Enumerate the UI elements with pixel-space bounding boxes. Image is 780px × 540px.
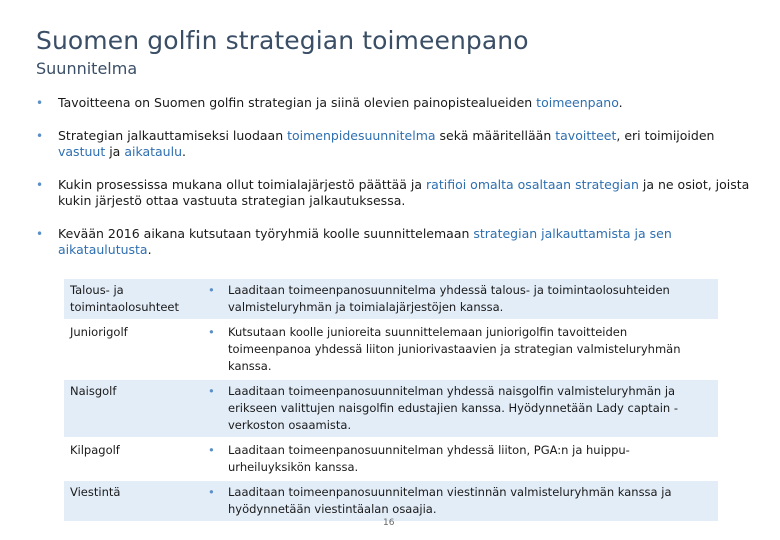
row-text: Laaditaan toimeenpanosuunnitelma yhdessä talous- ja toimintaolosuhteiden valmisteluryhmän ja toimialajärjestöjen kanssa. (222, 279, 718, 319)
table-row (64, 279, 718, 319)
bullet-text: sekä määritellään (435, 128, 556, 143)
bullet-text: ja ne osiot, joista kukin järjestö ottaa vastuuta strategian jalkautuksessa. (58, 177, 750, 208)
bullet-text: , eri toimijoiden (616, 128, 715, 143)
table-row (64, 321, 718, 378)
bullet-text: Kevään 2016 aikana kutsutaan työryhmiä koolle suunnittelemaan (58, 226, 474, 241)
bullet-dot-icon: • (36, 129, 44, 143)
bullet-item (36, 226, 756, 258)
bullet-dot-icon: • (208, 325, 215, 339)
row-text: Laaditaan toimeenpanosuunnitelman yhdessä naisgolfin valmisteluryhmän ja erikseen valittujen naisgolfin edustajien kanssa. Hyödynnetään Lady captain -verkoston osaamista. (222, 380, 718, 437)
bullet-item (36, 95, 756, 111)
bullet-dot-icon: • (204, 279, 222, 319)
highlighted-text: vastuut (58, 144, 106, 159)
highlighted-text: strategian jalkauttamista ja sen aikataulutusta (58, 226, 672, 257)
bullet-text: . (182, 144, 186, 159)
bullet-list (36, 95, 756, 275)
bullet-item (36, 128, 756, 160)
bullet-dot-icon: • (36, 227, 44, 241)
row-name: Talous- ja toimintaolosuhteet (64, 279, 204, 319)
row-name: Juniorigolf (70, 325, 128, 339)
row-name: Naisgolf (64, 380, 204, 437)
bullet-dot-icon: • (204, 380, 222, 437)
highlighted-text: aikataulu (124, 144, 183, 159)
table-row (64, 380, 718, 437)
row-text: Kutsutaan koolle junioreita suunnittelemaan juniorigolfin tavoitteiden toimeenpanoa yhdessä liiton juniorivastaavien ja strategian valmisteluryhmän kanssa. (228, 325, 681, 373)
bullet-dot-icon: • (36, 96, 44, 110)
page-title: Suomen golfin strategian toimeenpano (36, 26, 529, 55)
table-row (64, 439, 718, 479)
row-text: Laaditaan toimeenpanosuunnitelman yhdessä liiton, PGA:n ja huippu-urheiluyksikön kanssa. (228, 443, 630, 474)
highlighted-text: toimenpidesuunnitelma (287, 128, 436, 143)
bullet-text: . (147, 242, 152, 257)
row-text: Laaditaan toimeenpanosuunnitelman viestinnän valmisteluryhmän kanssa ja hyödynnetään viestintäalan osaajia. (222, 481, 718, 521)
highlighted-text: toimeenpano (536, 95, 619, 110)
page-number: 16 (383, 518, 395, 528)
bullet-text: Kukin prosessissa mukana ollut toimialajärjestö päättää ja (58, 177, 427, 192)
bullet-text: ja (105, 144, 125, 159)
plan-table (64, 277, 718, 523)
bullet-dot-icon: • (208, 443, 215, 457)
bullet-text: Strategian jalkauttamiseksi luodaan (58, 128, 288, 143)
bullet-text: Tavoitteena on Suomen golfin strategian ja siinä olevien painopistealueiden (58, 95, 537, 110)
highlighted-text: tavoitteet (555, 128, 617, 143)
page-subtitle: Suunnitelma (36, 59, 138, 78)
bullet-item (36, 177, 756, 209)
table-row (64, 481, 718, 521)
bullet-dot-icon: • (204, 481, 222, 521)
highlighted-text: ratifioi omalta osaltaan strategian (426, 177, 639, 192)
bullet-text: . (618, 95, 623, 110)
bullet-dot-icon: • (36, 178, 44, 192)
row-name: Kilpagolf (70, 443, 120, 457)
row-name: Viestintä (64, 481, 204, 521)
